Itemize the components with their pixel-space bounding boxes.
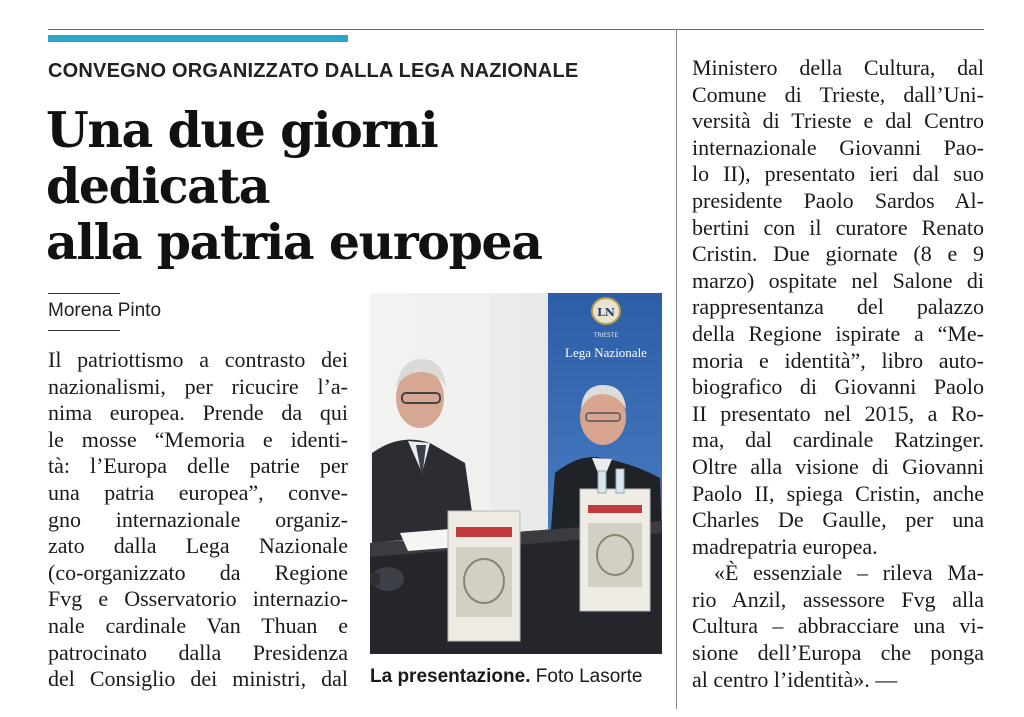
text-line: Charles De Gaulle, per una <box>692 507 984 533</box>
caption-title: La presentazione. <box>370 666 531 687</box>
text-line: gno internazionale organiz- <box>48 506 348 532</box>
text-line: biografico di Giovanni Paolo <box>692 374 984 400</box>
text-line: rappresentanza del palazzo <box>692 294 984 320</box>
text-line: zato dalla Lega Nazionale <box>48 533 348 559</box>
article-byline: Morena Pinto <box>48 300 162 321</box>
caption-credit: Foto Lasorte <box>535 666 643 687</box>
text-line: una patria europea”, conve- <box>48 479 348 505</box>
text-line: (co-organizzato da Regione <box>48 559 348 585</box>
section-accent-bar <box>48 35 348 42</box>
text-line: Comune di Trieste, dall’Uni- <box>692 81 984 107</box>
text-line: versità di Trieste e dal Centro <box>692 108 984 134</box>
banner-sub: TRIESTE <box>593 332 619 339</box>
text-line: rio Anzil, assessore Fvg alla <box>692 586 984 612</box>
headline-line: Una due giorni dedicata <box>46 101 438 215</box>
article-column-1 <box>48 347 348 693</box>
text-line: nazionalismi, per ricucire l’a- <box>48 373 348 399</box>
text-line: nale cardinale Van Thuan e <box>48 612 348 638</box>
text-line: madrepatria europea. <box>692 533 878 559</box>
text-line: del Consiglio dei ministri, dal <box>48 666 348 692</box>
article-photo <box>370 293 662 654</box>
text-line: marzo) ospitate nel Salone di <box>692 267 984 293</box>
text-line: Paolo II, spiega Cristin, anche <box>692 480 984 506</box>
byline-top-rule <box>48 293 120 294</box>
text-line: moria e identità”, libro auto- <box>692 347 984 373</box>
article-kicker: CONVEGNO ORGANIZZATO DALLA LEGA NAZIONALE <box>48 60 579 82</box>
text-line: le mosse “Memoria e identi- <box>48 426 348 452</box>
text-line: Cultura – abbracciare una vi- <box>692 613 984 639</box>
article-headline <box>46 102 666 270</box>
text-line: ma, dal cardinale Ratzinger. <box>692 427 984 453</box>
text-line: al centro l’identità». — <box>692 666 898 692</box>
text-line: bertini con il curatore Renato <box>692 214 984 240</box>
text-line: Oltre alla visione di Giovanni <box>692 453 984 479</box>
text-line: Cristin. Due giornate (8 e 9 <box>692 241 984 267</box>
text-line: Il patriottismo a contrasto dei <box>48 347 348 372</box>
text-line: tà: l’Europa delle patrie per <box>48 453 348 479</box>
photo-caption <box>370 666 642 688</box>
text-line: patrocinato dalla Presidenza <box>48 639 348 665</box>
text-line: II presentato nel 2015, a Ro- <box>692 400 984 426</box>
text-line: sione dell’Europa che ponga <box>692 640 984 666</box>
text-line: internazionale Giovanni Pao- <box>692 134 984 160</box>
headline-line: alla patria europea <box>46 213 542 271</box>
article-column-2 <box>692 55 984 693</box>
top-rule <box>48 29 984 30</box>
text-line: Ministero della Cultura, dal <box>692 55 984 80</box>
text-line: nima europea. Prende da qui <box>48 400 348 426</box>
text-line: «È essenziale – rileva Ma- <box>714 560 984 586</box>
banner-logo: LN <box>597 306 615 319</box>
text-line: lo II), presentato ieri dal suo <box>692 161 984 187</box>
text-line: Fvg e Osservatorio internazio- <box>48 586 348 612</box>
column-divider <box>676 29 677 709</box>
banner-text: Lega Nazionale <box>565 345 647 360</box>
text-line: della Regione ispirate a “Me- <box>692 320 984 346</box>
byline-bottom-rule <box>48 330 120 331</box>
text-line: presidente Paolo Sardos Al- <box>692 187 984 213</box>
